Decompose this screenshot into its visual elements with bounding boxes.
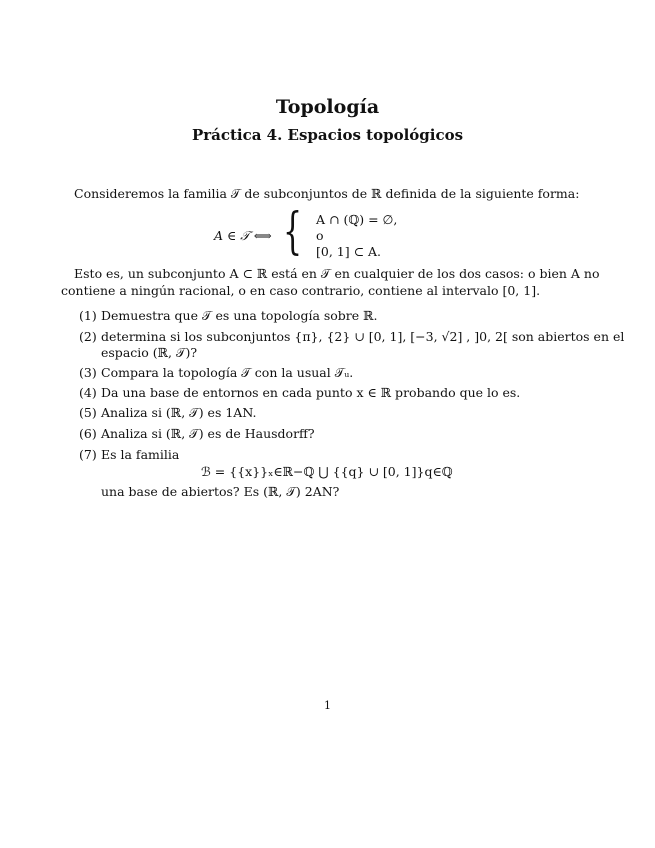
exercise-number: (6) xyxy=(79,426,97,441)
exercise-text: Demuestra que 𝒯 es una topología sobre ℝ. xyxy=(101,308,378,323)
explanation-line: contiene a ningún racional, o en caso contrario, contiene al intervalo [0, 1]. xyxy=(61,283,541,298)
definition-lhs: A ∈ 𝒯 ⟺ xyxy=(214,228,272,243)
left-brace: { xyxy=(283,202,303,260)
definition-case: [0, 1] ⊂ A. xyxy=(316,244,382,259)
exercise-text: determina si los subconjuntos {π}, {2} ∪ [0, 1], [−3, √2] , ]0, 2[ son abiertos en el xyxy=(101,329,625,344)
exercise-text: Es la familia xyxy=(101,447,180,462)
exercise-text: espacio (ℝ, 𝒯)? xyxy=(101,345,198,360)
exercise-number: (5) xyxy=(79,405,97,420)
exercise-text: Analiza si (ℝ, 𝒯) es 1AN. xyxy=(101,405,257,420)
page-number: 1 xyxy=(324,699,331,712)
document-subtitle: Práctica 4. Espacios topológicos xyxy=(191,126,464,144)
explanation-line: Esto es, un subconjunto A ⊂ ℝ está en 𝒯 en cualquier de los dos casos: o bien A no xyxy=(74,266,600,281)
document-title: Topología xyxy=(275,96,380,118)
intro-paragraph: Consideremos la familia 𝒯 de subconjuntos de ℝ definida de la siguiente forma: xyxy=(74,186,580,201)
exercise-text: Analiza si (ℝ, 𝒯) es de Hausdorff? xyxy=(101,426,315,441)
exercise-number: (2) xyxy=(79,329,97,344)
exercise-text: una base de abiertos? Es (ℝ, 𝒯) 2AN? xyxy=(101,484,340,499)
exercise-number: (1) xyxy=(79,308,97,323)
exercise-number: (4) xyxy=(79,385,97,400)
exercise-text: Compara la topología 𝒯 con la usual 𝒯ᵤ. xyxy=(101,365,354,380)
definition-case: o xyxy=(316,228,324,243)
exercise-text: Da una base de entornos en cada punto x ∈ ℝ probando que lo es. xyxy=(101,385,521,400)
exercise-number: (3) xyxy=(79,365,97,380)
exercise-number: (7) xyxy=(79,447,97,462)
definition-case: A ∩ (ℚ) = ∅, xyxy=(316,212,398,227)
family-formula: ℬ = {{x}}ₓ∈ℝ−ℚ ⋃ {{q} ∪ [0, 1]}q∈ℚ xyxy=(201,464,453,479)
